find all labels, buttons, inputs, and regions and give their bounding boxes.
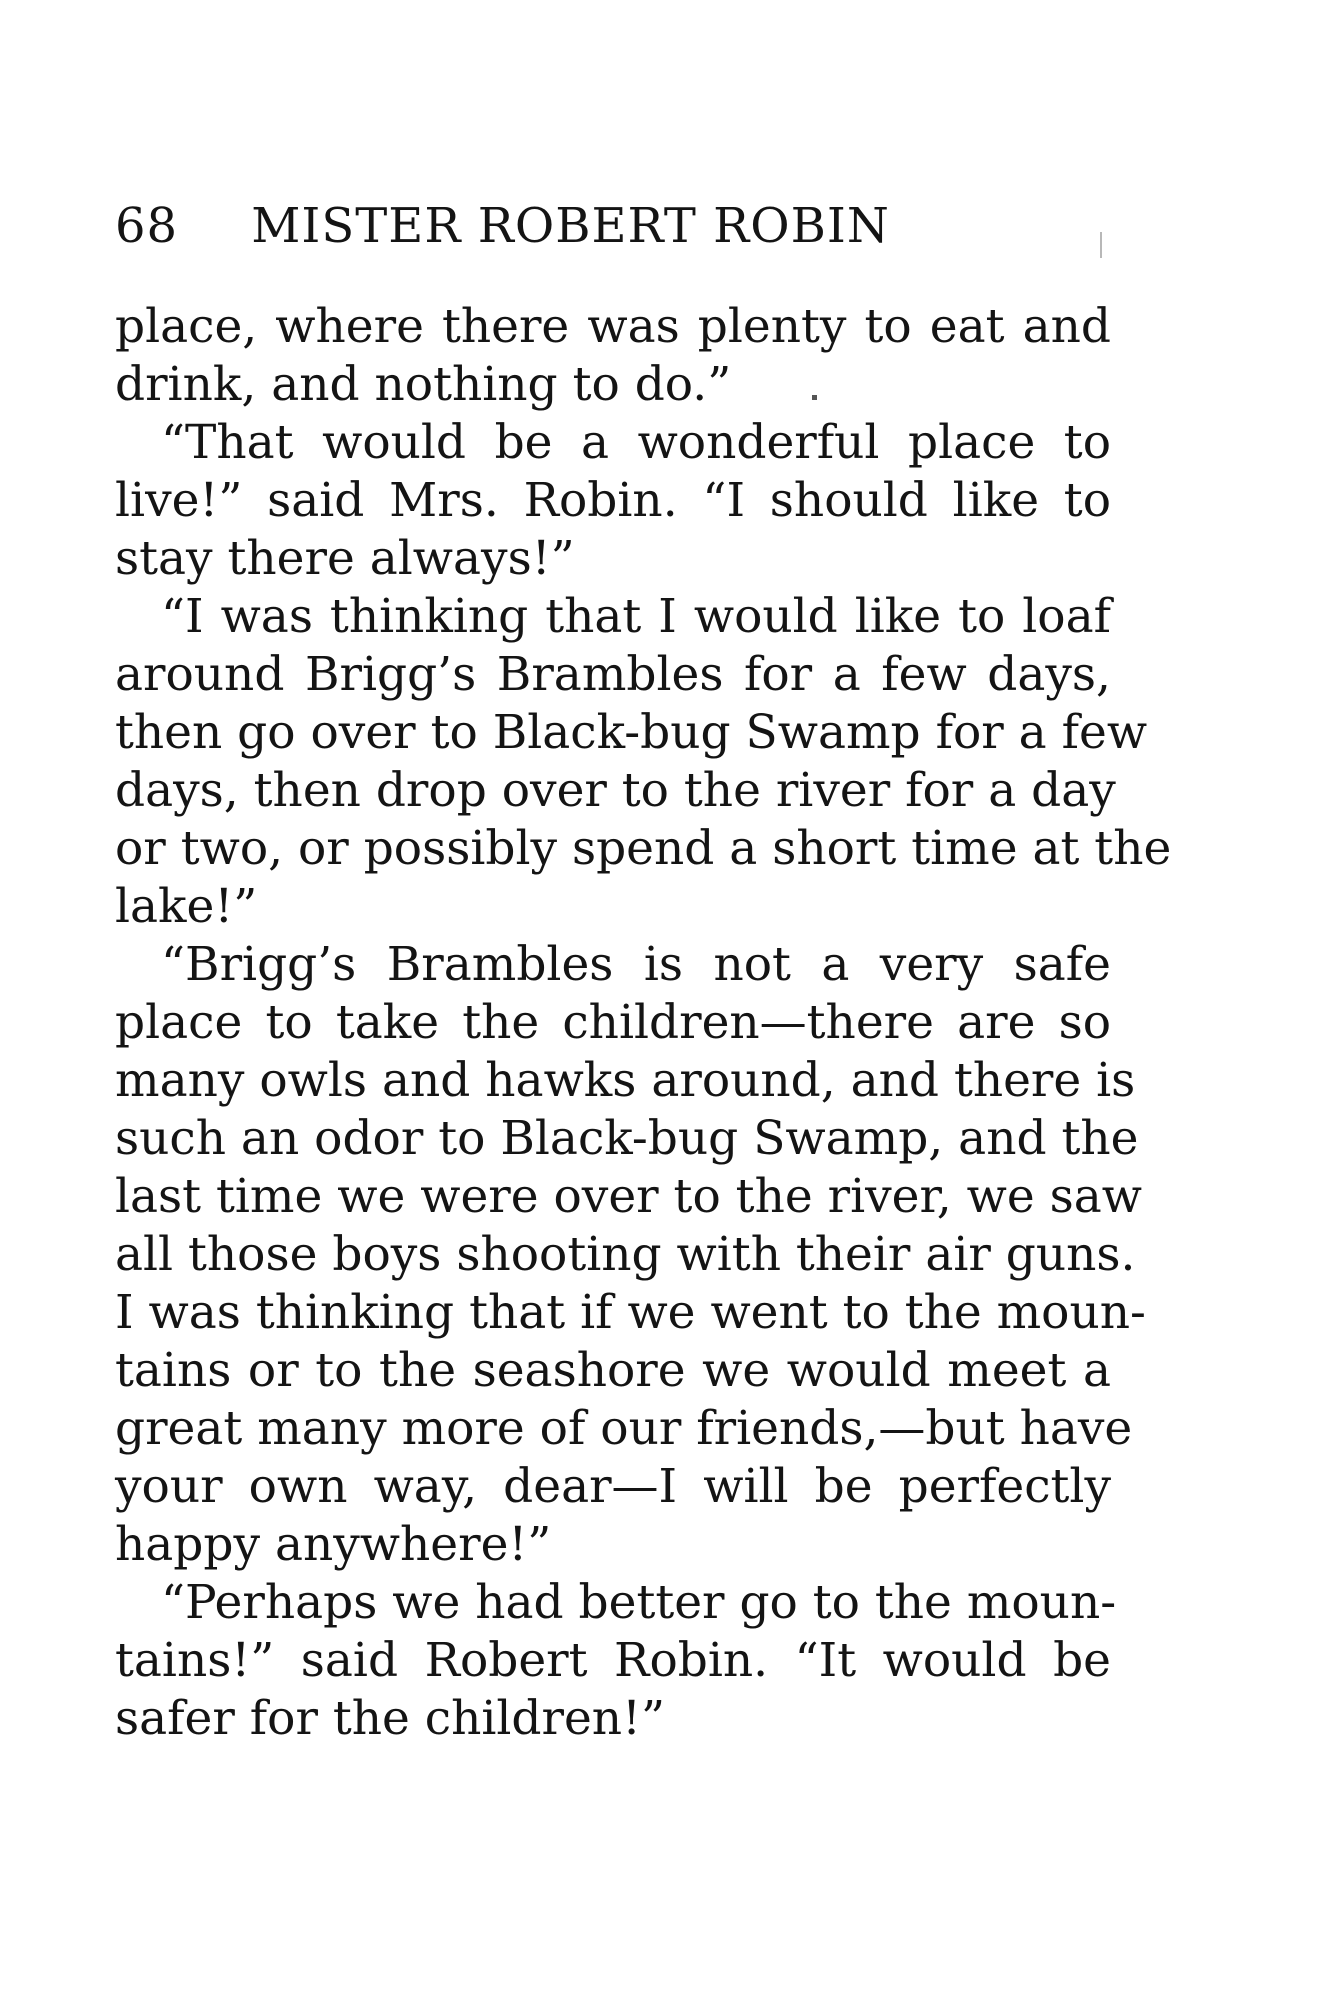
text-line: “I was thinking that I would like to loaf [161, 589, 1111, 644]
text-line: days, then drop over to the river for a day [115, 763, 1116, 818]
text-line: place to take the children—there are so [115, 995, 1111, 1050]
text-line: then go over to Black-bug Swamp for a few [115, 705, 1148, 760]
body-text [115, 298, 1172, 1748]
text-line: many owls and hawks around, and there is [115, 1053, 1136, 1108]
text-line: tains!” said Robert Robin. “It would be [115, 1633, 1111, 1688]
text-line: “Brigg’s Brambles is not a very safe [161, 937, 1111, 992]
text-line: “Perhaps we had better go to the moun- [161, 1575, 1117, 1630]
text-line: such an odor to Black-bug Swamp, and the [115, 1111, 1139, 1166]
text-line: or two, or possibly spend a short time at the [115, 821, 1172, 876]
text-line: last time we were over to the river, we saw [115, 1169, 1143, 1224]
text-line: your own way, dear—I will be perfectly [115, 1459, 1111, 1514]
text-line: place, where there was plenty to eat and [115, 299, 1111, 354]
text-line: drink, and nothing to do.” [115, 357, 732, 412]
scan-mark [812, 395, 817, 400]
text-line: safer for the children!” [115, 1691, 665, 1746]
text-line: around Brigg’s Brambles for a few days, [115, 647, 1111, 702]
book-title: MISTER ROBERT ROBIN [251, 198, 890, 254]
text-line: all those boys shooting with their air guns. [115, 1227, 1136, 1282]
running-head [115, 196, 1115, 256]
text-line: great many more of our friends,—but have [115, 1401, 1133, 1456]
text-line: tains or to the seashore we would meet a [115, 1343, 1111, 1398]
text-line: lake!” [115, 879, 258, 934]
text-line: live!” said Mrs. Robin. “I should like to [115, 473, 1111, 528]
scan-mark [1100, 232, 1102, 258]
page-number: 68 [115, 198, 179, 254]
text-line: stay there always!” [115, 531, 575, 586]
text-line: I was thinking that if we went to the moun- [115, 1285, 1146, 1340]
text-line: “That would be a wonderful place to [161, 415, 1111, 470]
text-line: happy anywhere!” [115, 1517, 552, 1572]
